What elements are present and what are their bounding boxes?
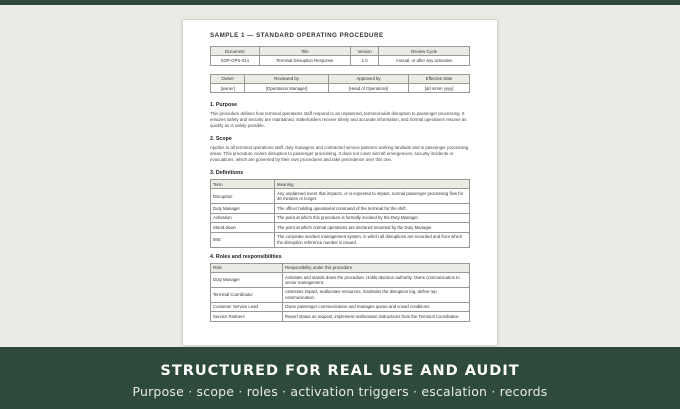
definition-meaning: The officer holding operational command of the terminal for the shift. [275, 204, 470, 214]
definitions-table [210, 179, 470, 248]
approval-table [210, 74, 470, 94]
section-heading-purpose: 1. Purpose [210, 102, 238, 109]
banner-heading: STRUCTURED FOR REAL USE AND AUDIT [160, 363, 520, 379]
approval-cell-reviewed-by: [Operations Manager] [245, 83, 329, 93]
approval-header-owner: Owner [211, 74, 245, 83]
table-row [211, 232, 470, 247]
definition-meaning: The point at which normal operations are declared resumed by the Duty Manager. [275, 223, 470, 233]
role-responsibility: Report status on request, implement reallocation instructions from the Terminal Coordinator. [283, 312, 470, 322]
table-row [211, 223, 470, 233]
roles-table [210, 263, 470, 322]
approval-header-effective-date: Effective Date [409, 74, 470, 83]
approval-cell-approved-by: [Head of Operations] [328, 83, 408, 93]
role-name: Terminal Coordinator [211, 287, 283, 302]
document-meta-table [210, 46, 470, 66]
document-title: SAMPLE 1 — STANDARD OPERATING PROCEDURE [210, 32, 384, 39]
approval-header-approved-by: Approved by [328, 74, 408, 83]
definitions-header-meaning: Meaning [275, 180, 470, 189]
table-row [211, 204, 470, 214]
banner-subheading: Purpose · scope · roles · activation triggers · escalation · records [132, 384, 548, 399]
definition-meaning: The corporate incident management system, in which all disruptions are recorded and from which the disruption reference number is issued. [275, 232, 470, 247]
approval-cell-owner: [owner] [211, 83, 245, 93]
role-responsibility: Activates and stands down the procedure. Holds decision authority. Owns communication to senior management. [283, 272, 470, 287]
meta-cell-document: SOP-OPS-014 [211, 56, 260, 66]
section-text-scope: Applies to all terminal operations staff, duty managers and contracted service partners working landside and in passenger processing areas. This procedure covers disruption to passenger processing. It does not cover aircraft emergencies, security incidents or evacuations, which are governed by their own procedures and take precedence over this one. [210, 145, 469, 163]
roles-header-responsibility: Responsibility under this procedure [283, 263, 470, 272]
table-row [211, 189, 470, 204]
section-heading-definitions: 3. Definitions [210, 170, 244, 177]
role-responsibility: Assesses impact, reallocates resources, maintains the disruption log, define rep communication. [283, 287, 470, 302]
preview-stage [0, 5, 680, 347]
definition-meaning: Any unplanned event that impacts, or is expected to impact, normal passenger processing flow for 30 minutes or longer. [275, 189, 470, 204]
table-row [211, 287, 470, 302]
role-name: Duty Manager [211, 272, 283, 287]
meta-cell-review-cycle: Annual, or after any activation [379, 56, 470, 66]
section-heading-roles: 4. Roles and responsibilities [210, 253, 282, 260]
promo-banner [0, 347, 680, 409]
meta-header-title: Title [259, 47, 350, 56]
table-row [211, 302, 470, 312]
role-name: Customer Service Lead [211, 302, 283, 312]
roles-header-role: Role [211, 263, 283, 272]
meta-cell-title: Terminal Disruption Response [259, 56, 350, 66]
table-row [211, 272, 470, 287]
role-responsibility: Owns passenger communication and manages queue and crowd conditions. [283, 302, 470, 312]
definition-term: Activation [211, 213, 275, 223]
definition-term: Disruption [211, 189, 275, 204]
table-row [211, 312, 470, 322]
meta-header-version: Version [350, 47, 378, 56]
role-name: Service Partners [211, 312, 283, 322]
definition-term: Duty Manager [211, 204, 275, 214]
definition-term: Stand-down [211, 223, 275, 233]
approval-cell-effective-date: [dd mmm yyyy] [409, 83, 470, 93]
meta-header-document: Document [211, 47, 260, 56]
approval-header-reviewed-by: Reviewed by [245, 74, 329, 83]
definition-term: IMS [211, 232, 275, 247]
document-page [182, 19, 498, 346]
section-text-purpose: This procedure defines how terminal operations staff respond to an unplanned, terminal-wide disruption to passenger processing. It ensures safety and security are maintained, stakeholders receive timely and accurate information, and normal operations resume as quickly as is safely possible. [210, 111, 467, 129]
meta-header-review-cycle: Review Cycle [379, 47, 470, 56]
meta-cell-version: 1.0 [350, 56, 378, 66]
definitions-header-term: Term [211, 180, 275, 189]
definition-meaning: The point at which this procedure is formally invoked by the Duty Manager. [275, 213, 470, 223]
section-heading-scope: 2. Scope [210, 136, 232, 143]
table-row [211, 213, 470, 223]
